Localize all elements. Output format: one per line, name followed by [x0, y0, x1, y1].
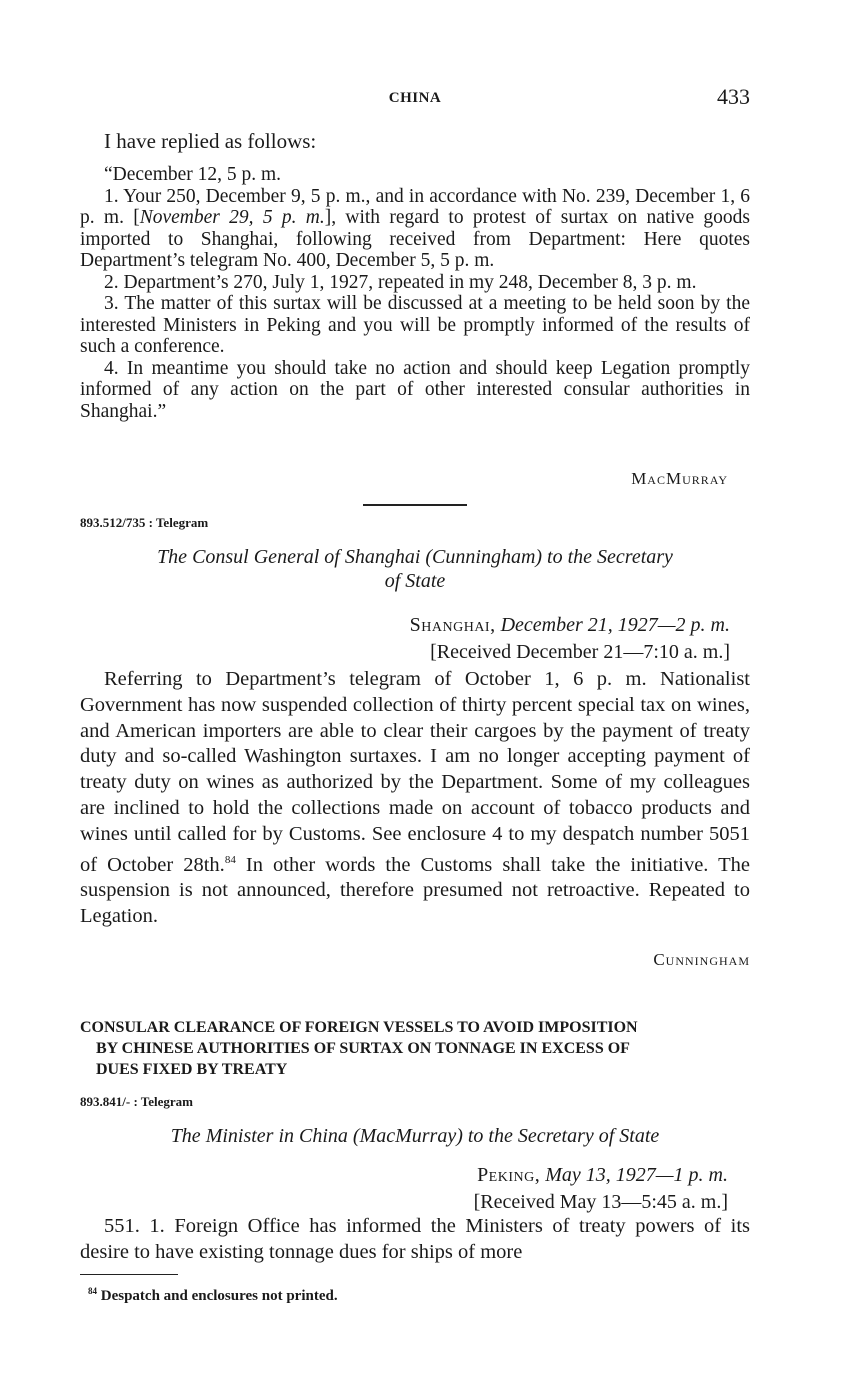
- running-title: CHINA: [388, 90, 442, 106]
- page-number: 433: [717, 84, 750, 109]
- running-head: [80, 84, 750, 110]
- separator-rule: [363, 504, 467, 506]
- document-title-1-line-2: of State: [384, 570, 446, 592]
- reply-paragraph-1-text-a: 1. Your 250, December 9, 5 p. m., and in accordance with No. 239, December 1, 6 p. m. [: [80, 185, 750, 228]
- reply-paragraph-2: 2. Department’s 270, July 1, 1927, repeated in my 248, December 8, 3 p. m.: [104, 271, 697, 293]
- dateline-2: [474, 1162, 728, 1216]
- document-title-2: The Minister in China (MacMurray) to the Secretary of State: [170, 1125, 660, 1147]
- footnote: [88, 1286, 338, 1305]
- intro-line: I have replied as follows:: [104, 129, 317, 153]
- reply-paragraph-4: 4. In meantime you should take no action and should keep Legation promptly informed of any action on the part of other interested consular authorities in Shanghai.”: [80, 357, 750, 422]
- quote-date: “December 12, 5 p. m.: [104, 164, 282, 185]
- received-note-1: [Received December 21—7:10 a. m.]: [430, 641, 730, 663]
- telegram-1-text-b: In other words the Customs shall take the initiative. The suspension is not announced, therefore presumed not retroactive. Repeated to Legation.: [80, 853, 750, 927]
- footnote-mark: 84: [88, 1286, 97, 1296]
- footnote-reference: 84: [224, 853, 236, 866]
- telegram-2-paragraph: 551. 1. Foreign Office has informed the Ministers of treaty powers of its desire to have existing tonnage dues for ships of more: [80, 1215, 750, 1263]
- signature-macmurray: MacMurray: [631, 469, 728, 488]
- document-title-1-line-1: The Consul General of Shanghai (Cunningham) to the Secretary: [157, 546, 673, 568]
- dateline-2-place: Peking,: [477, 1164, 541, 1186]
- section-heading-line-3: DUES FIXED BY TREATY: [96, 1061, 288, 1078]
- reply-paragraph-3: 3. The matter of this surtax will be discussed at a meeting to be held soon by the interested Ministers in Peking and you will be promptly informed of the results of such a conference.: [80, 293, 750, 357]
- footnote-rule: [80, 1274, 178, 1275]
- section-heading-line-2: BY CHINESE AUTHORITIES OF SURTAX ON TONNAGE IN EXCESS OF: [96, 1040, 630, 1057]
- dateline-2-date: May 13, 1927—1 p. m.: [545, 1164, 728, 1186]
- dateline-1-date: December 21, 1927—2 p. m.: [500, 614, 730, 636]
- section-heading: [80, 1017, 750, 1080]
- telegram-body-1: [80, 667, 750, 930]
- document-title-1: [80, 545, 750, 593]
- dateline-1-place: Shanghai,: [409, 614, 496, 636]
- section-heading-line-1: CONSULAR CLEARANCE OF FOREIGN VESSELS TO AVOID IMPOSITION: [80, 1019, 638, 1036]
- reply-paragraph-1: [80, 186, 750, 272]
- telegram-1-paragraph: [80, 667, 750, 930]
- footnote-text: Despatch and enclosures not printed.: [100, 1288, 338, 1304]
- reply-paragraph-1-italic: November 29, 5 p. m.: [139, 207, 325, 228]
- received-note-2: [Received May 13—5:45 a. m.]: [473, 1191, 728, 1213]
- telegram-1-text-a: Referring to Department’s telegram of October 1, 6 p. m. Nationalist Government has now suspended collection of thirty percent special tax on wines, and American importers are able to clear their cargoes by the payment of treaty duty and so-called Washington surtaxes. I am no longer accepting payment of treaty duty on wines as authorized by the Department. Some of my colleagues are inclined to hold the collections made on account of tobacco products and wines until called for by Customs. See enclosure 4 to my despatch number 5051 of October 28th.: [80, 668, 750, 876]
- quoted-reply: [80, 164, 750, 422]
- file-reference-1: 893.512/735 : Telegram: [80, 515, 209, 530]
- telegram-body-2: [80, 1213, 750, 1265]
- reply-paragraph-1-text-b: ], with regard to protest of surtax on native goods imported to Shanghai, following received from Department: Here quotes Department’s telegram No. 400, December 5, 5 p. m.: [80, 207, 750, 271]
- file-reference-2: 893.841/- : Telegram: [80, 1094, 194, 1109]
- signature-cunningham: Cunningham: [653, 950, 750, 969]
- dateline-1: [410, 612, 730, 666]
